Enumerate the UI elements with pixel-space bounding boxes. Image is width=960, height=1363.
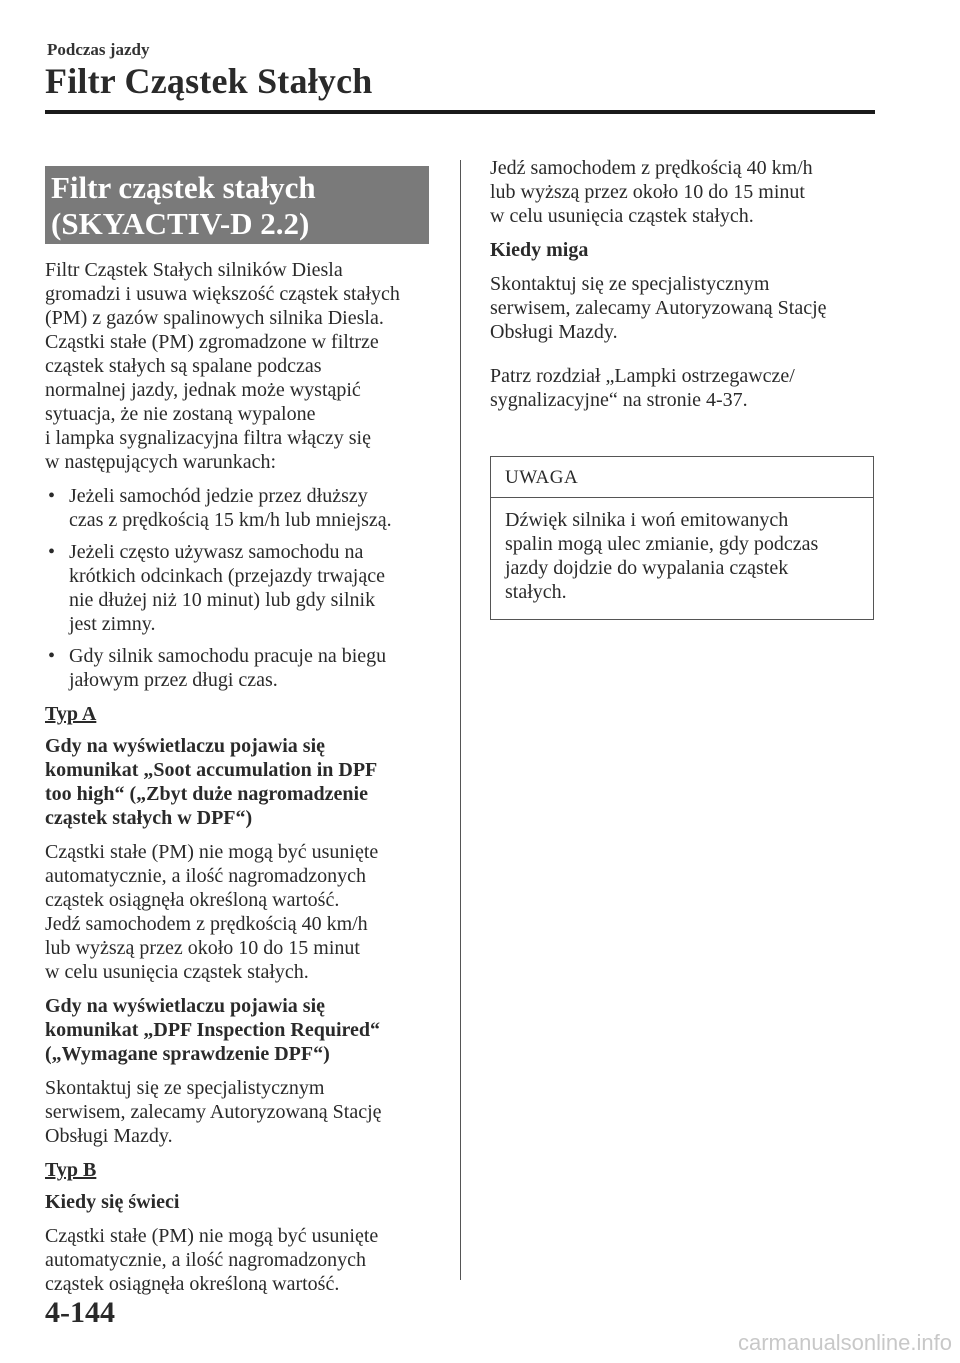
inspection-message-heading	[45, 994, 440, 1066]
text-line: lub wyższą przez około 10 do 15 minut	[490, 181, 805, 203]
list-item	[45, 484, 440, 532]
blink-heading: Kiedy miga	[490, 239, 589, 261]
text-line: („Wymagane sprawdzenie DPF“)	[45, 1043, 330, 1065]
text-line: lub wyższą przez około 10 do 15 minut	[45, 937, 360, 959]
page-number: 4-144	[45, 1296, 115, 1329]
lit-text	[45, 1224, 440, 1296]
intro-paragraph	[45, 258, 440, 474]
text-line: cząstek stałych są spalane podczas	[45, 355, 322, 377]
list-item	[45, 644, 440, 692]
text-line: jazdy dojdzie do wypalania cząstek	[505, 557, 789, 579]
text-line: jałowym przez długi czas.	[69, 669, 278, 691]
title-rule	[45, 110, 875, 114]
page-title: Filtr Cząstek Stałych	[45, 61, 373, 101]
section-title-line: (SKYACTIV-D 2.2)	[51, 206, 310, 241]
text-line: komunikat „Soot accumulation in DPF	[45, 759, 378, 781]
text-line: w celu usunięcia cząstek stałych.	[490, 205, 754, 227]
condition-list	[45, 484, 440, 692]
text-line: Obsługi Mazdy.	[45, 1125, 173, 1147]
inspection-message-text	[45, 1076, 440, 1148]
text-line: stałych.	[505, 581, 567, 603]
section-title-line: Filtr cząstek stałych	[51, 170, 316, 205]
text-line: Jedź samochodem z prędkością 40 km/h	[490, 157, 813, 179]
text-line: Skontaktuj się ze specjalistycznym	[490, 273, 770, 295]
note-box	[490, 456, 874, 620]
text-line: Filtr Cząstek Stałych silników Diesla	[45, 259, 343, 281]
text-line: (PM) z gazów spalinowych silnika Diesla.	[45, 307, 384, 329]
soot-message-heading	[45, 734, 440, 830]
watermark-text: carmanualsonline.info	[737, 1330, 952, 1355]
text-line: serwisem, zalecamy Autoryzowaną Stację	[45, 1101, 382, 1123]
text-line: Obsługi Mazdy.	[490, 321, 618, 343]
lit-heading: Kiedy się świeci	[45, 1191, 180, 1213]
bullet-icon: •	[48, 645, 56, 667]
text-line: i lampka sygnalizacyjna filtra włączy się	[45, 427, 371, 449]
text-line: cząstek stałych w DPF“)	[45, 807, 253, 829]
text-line: Cząstki stałe (PM) nie mogą być usunięte	[45, 841, 379, 863]
right-column	[490, 156, 875, 422]
text-line: Patrz rozdział „Lampki ostrzegawcze/	[490, 365, 795, 387]
left-column	[45, 258, 440, 1306]
text-line: automatycznie, a ilość nagromadzonych	[45, 865, 366, 887]
text-line: normalnej jazdy, jednak może wystąpić	[45, 379, 361, 401]
note-text	[491, 498, 873, 614]
soot-message-text	[45, 840, 440, 984]
text-line: w celu usunięcia cząstek stałych.	[45, 961, 309, 983]
reference-text	[490, 364, 875, 412]
text-line: jest zimny.	[69, 613, 156, 635]
text-line: Dźwięk silnika i woń emitowanych	[505, 509, 789, 531]
text-line: krótkich odcinkach (przejazdy trwające	[69, 565, 385, 587]
bullet-icon: •	[48, 541, 56, 563]
text-line: gromadzi i usuwa większość cząstek stałych	[45, 283, 400, 305]
continued-text	[490, 156, 875, 228]
text-line: Skontaktuj się ze specjalistycznym	[45, 1077, 325, 1099]
text-line: serwisem, zalecamy Autoryzowaną Stację	[490, 297, 827, 319]
section-title-box	[45, 166, 429, 244]
text-line: nie dłużej niż 10 minut) lub gdy silnik	[69, 589, 376, 611]
text-line: sytuacja, że nie zostaną wypalone	[45, 403, 316, 425]
list-item	[45, 540, 440, 636]
text-line: Jedź samochodem z prędkością 40 km/h	[45, 913, 368, 935]
text-line: Gdy na wyświetlaczu pojawia się	[45, 735, 325, 757]
text-line: czas z prędkością 15 km/h lub mniejszą.	[69, 509, 392, 531]
text-line: spalin mogą ulec zmianie, gdy podczas	[505, 533, 819, 555]
type-a-heading: Typ A	[45, 703, 97, 725]
text-line: cząstek osiągnęła określoną wartość.	[45, 889, 340, 911]
blink-text	[490, 272, 875, 344]
column-divider	[460, 160, 461, 1280]
text-line: Jeżeli samochód jedzie przez dłuższy	[69, 485, 368, 507]
text-line: Cząstki stałe (PM) nie mogą być usunięte	[45, 1225, 379, 1247]
text-line: w następujących warunkach:	[45, 451, 277, 473]
text-line: automatycznie, a ilość nagromadzonych	[45, 1249, 366, 1271]
text-line: sygnalizacyjne“ na stronie 4-37.	[490, 389, 748, 411]
text-line: Gdy silnik samochodu pracuje na biegu	[69, 645, 387, 667]
text-line: Jeżeli często używasz samochodu na	[69, 541, 364, 563]
bullet-icon: •	[48, 485, 56, 507]
text-line: too high“ („Zbyt duże nagromadzenie	[45, 783, 368, 805]
chapter-label: Podczas jazdy	[47, 40, 150, 59]
text-line: komunikat „DPF Inspection Required“	[45, 1019, 381, 1041]
text-line: cząstek osiągnęła określoną wartość.	[45, 1273, 340, 1295]
note-heading: UWAGA	[505, 467, 579, 488]
type-b-heading: Typ B	[45, 1159, 97, 1181]
text-line: Gdy na wyświetlaczu pojawia się	[45, 995, 325, 1017]
text-line: Cząstki stałe (PM) zgromadzone w filtrze	[45, 331, 379, 353]
